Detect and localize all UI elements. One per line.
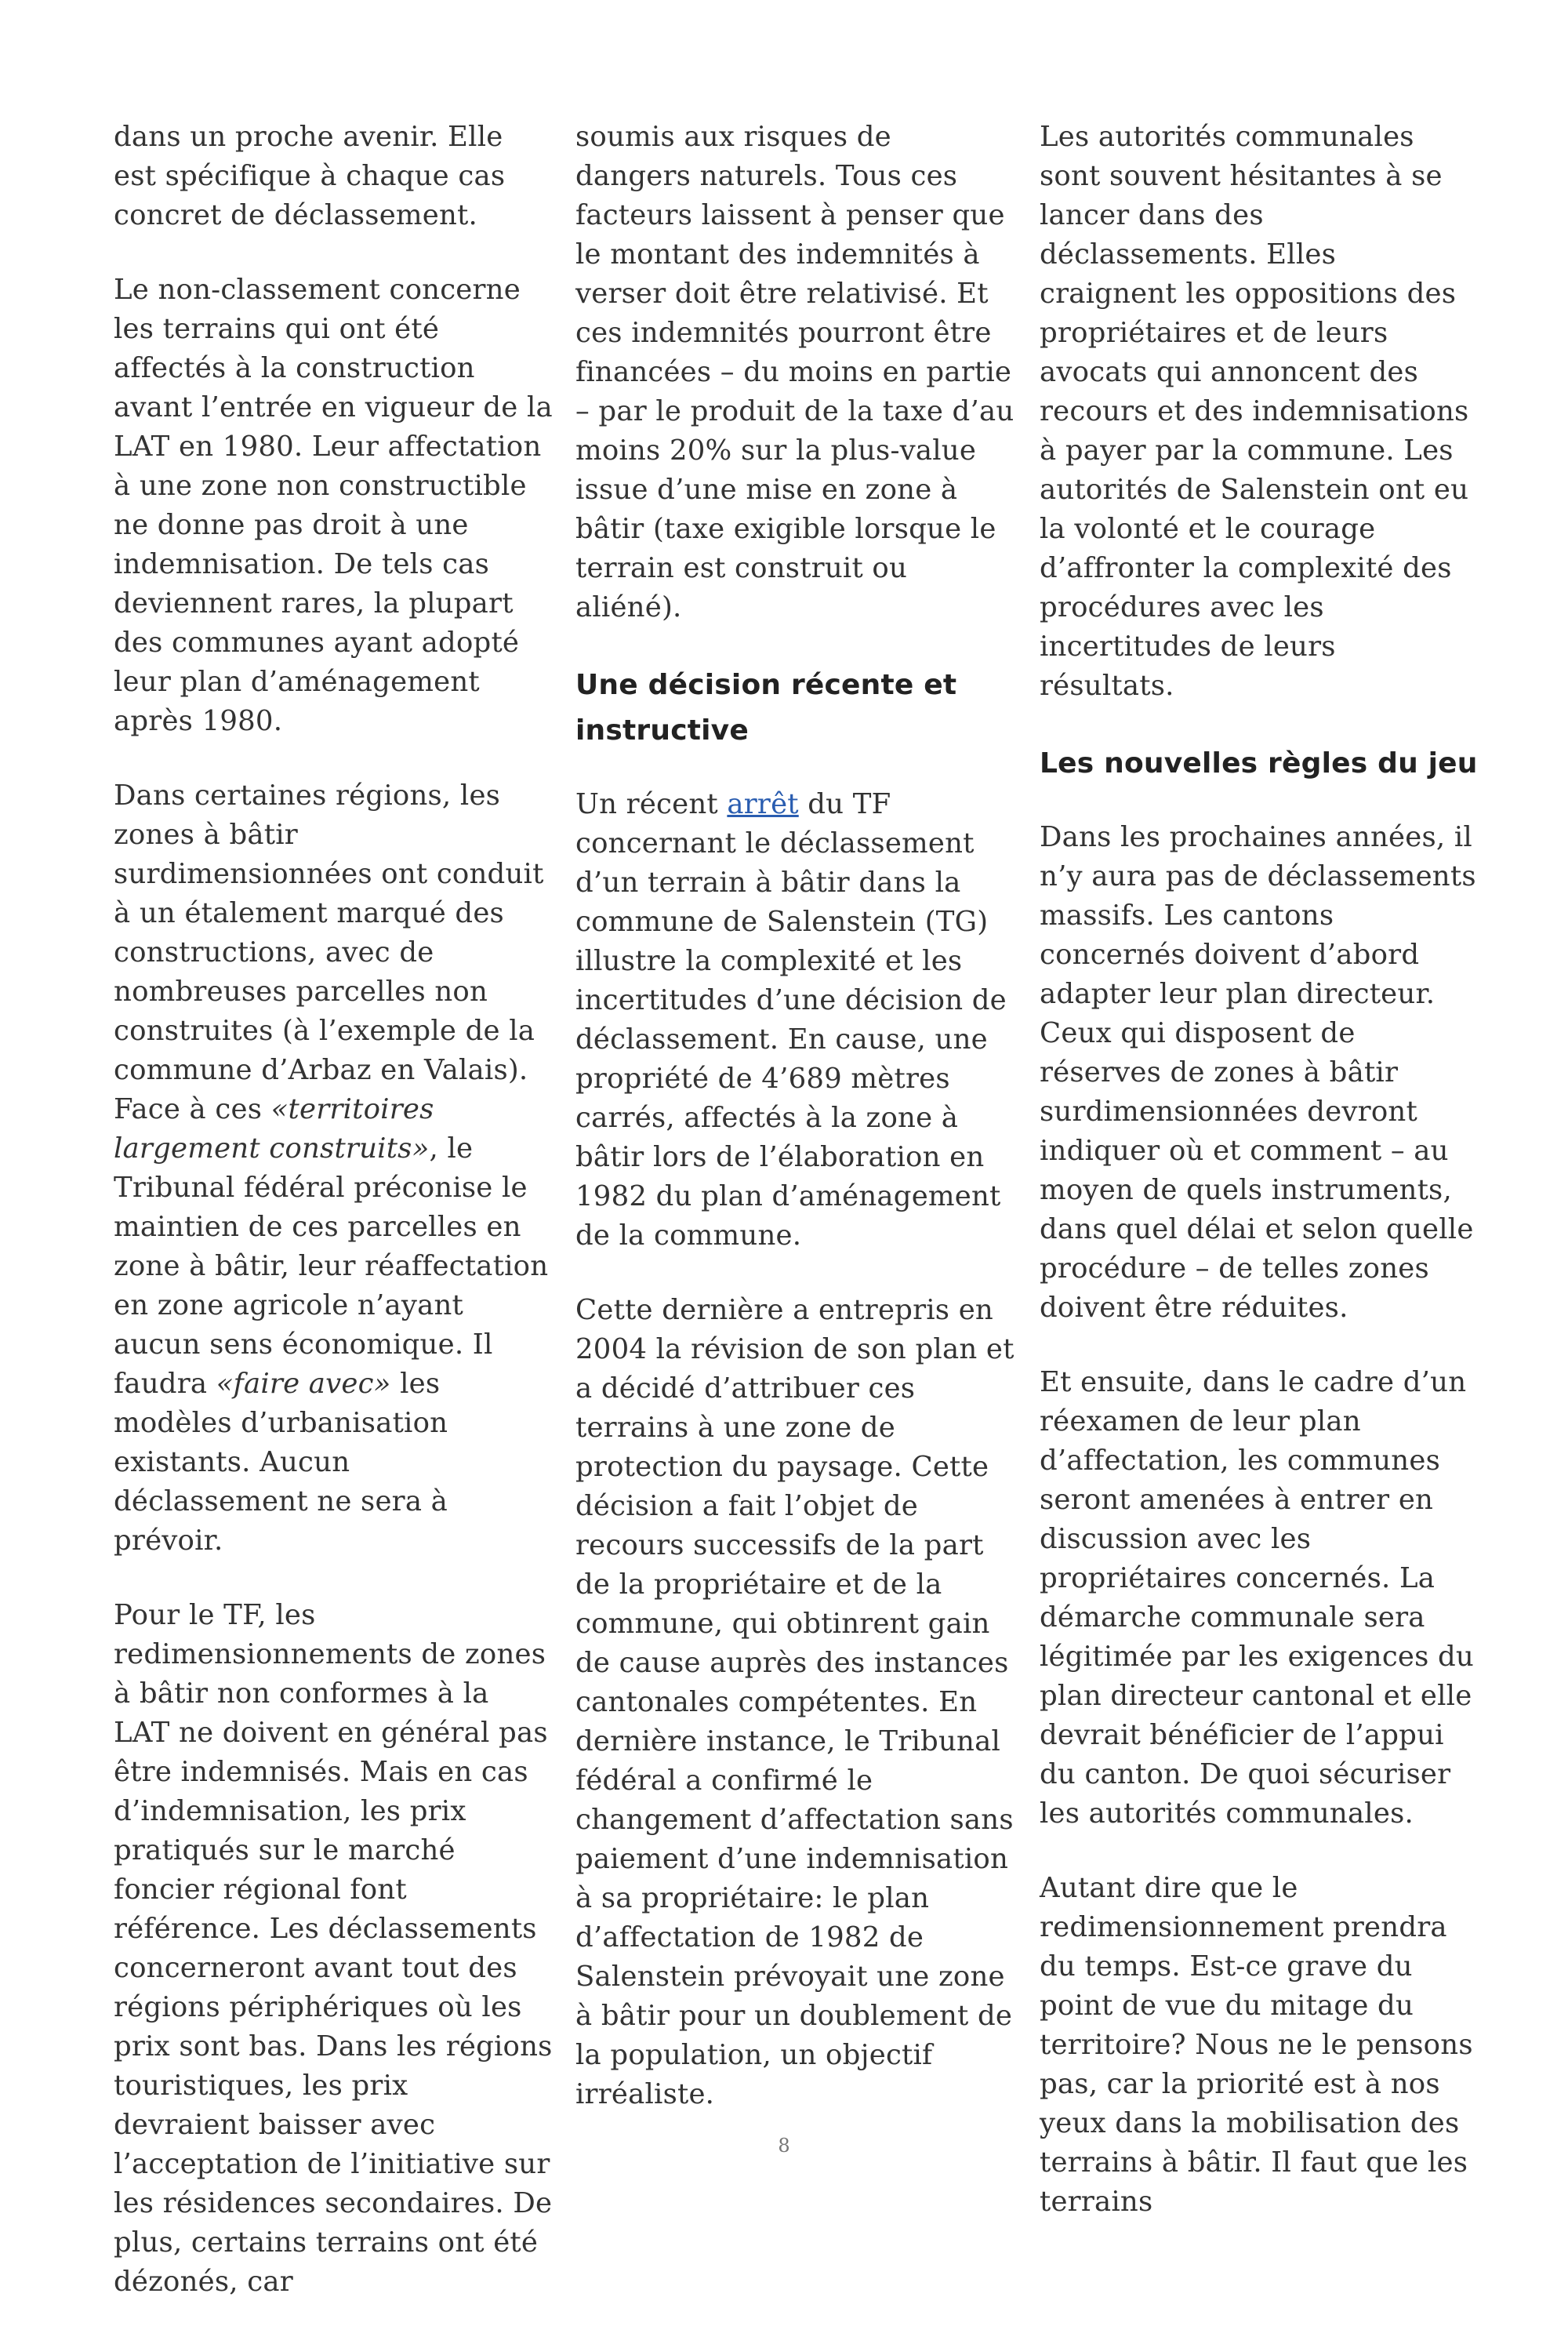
text-segment: Dans certaines régions, les zones à bâtir surdimensionnées ont conduit à un étalement marqué des constructions, avec de nombreuses parcelles non construites (à l’exemple de la commune d’Arbaz en Valais). Face à ces (114, 780, 544, 1125)
paragraph: Autant dire que le redimensionnement prendra du temps. Est-ce grave du point de vue du mitage du territoire? Nous ne le pensons pas, car la priorité est à nos yeux dans la mobilisation des terrains à bâtir. Il faut que les terrains (1040, 1872, 1473, 2218)
column-1 (114, 118, 553, 2337)
paragraph: Dans les prochaines années, il n’y aura pas de déclassements massifs. Les cantons concernés doivent d’abord adapter leur plan directeur. Ceux qui disposent de réserves de zones à bâtir surdimensionnées devront indiquer où et comment – au moyen de quels instruments, dans quel délai et selon quelle procédure – de telles zones doivent être réduites. (1040, 821, 1476, 1324)
text-segment: , le Tribunal fédéral préconise le maintien de ces parcelles en zone à bâtir, leur réaffectation en zone agricole n’ayant aucun sens économique. Il faudra (114, 1132, 549, 1400)
column-3 (1040, 118, 1479, 2257)
page-number: 8 (778, 2135, 790, 2157)
section-heading: Les nouvelles règles du jeu (1040, 747, 1478, 780)
paragraph: Les autorités communales sont souvent hésitantes à se lancer dans des déclassements. Elles craignent les oppositions des propriétaires et de leurs avocats qui annoncent des recours et des indemnisations à payer par la commune. Les autorités de Salenstein ont eu la volonté et le courage d’affronter la complexité des procédures avec les incertitudes de leurs résultats. (1040, 121, 1469, 702)
paragraph (575, 785, 1014, 1256)
quote-faire-avec: «faire avec» (216, 1368, 391, 1400)
paragraph: Pour le TF, les redimensionnements de zones à bâtir non conformes à la LAT ne doivent en général pas être indemnisés. Mais en cas d’indemnisation, les prix pratiqués sur le marché foncier régional font référence. Les déclassements concerneront avant tout des régions périphériques où les prix sont bas. Dans les régions touristiques, les prix devraient baisser avec l’acceptation de l’initiative sur les résidences secondaires. De plus, certains terrains ont été dézonés, car (114, 1599, 553, 2298)
paragraph: Cette dernière a entrepris en 2004 la révision de son plan et a décidé d’attribuer ces terrains à une zone de protection du paysage. Cette décision a fait l’objet de recours successifs de la part de la propriétaire et de la commune, qui obtinrent gain de cause auprès des instances cantonales compétentes. En dernière instance, le Tribunal fédéral a confirmé le changement d’affectation sans paiement d’une indemnisation à sa propriétaire: le plan d’affectation de 1982 de Salenstein prévoyait une zone à bâtir pour un doublement de la population, un objectif irréaliste. (575, 1294, 1014, 2110)
text-segment: du TF concernant le déclassement d’un terrain à bâtir dans la commune de Salenstein (TG) illustre la complexité et les incertitudes d’une décision de déclassement. En cause, une propriété de 4’689 mètres carrés, affectés à la zone à bâtir lors de l’élaboration en 1982 du plan d’aménagement de la commune. (575, 788, 1007, 1252)
paragraph: Le non-classement concerne les terrains qui ont été affectés à la construction avant l’entrée en vigueur de la LAT en 1980. Leur affectation à une zone non constructible ne donne pas droit à une indemnisation. De tels cas deviennent rares, la plupart des communes ayant adopté leur plan d’aménagement après 1980. (114, 274, 553, 737)
paragraph: Et ensuite, dans le cadre d’un réexamen de leur plan d’affectation, les communes seront amenées à entrer en discussion avec les propriétaires concernés. La démarche communale sera légitimée par les exigences du plan directeur cantonal et elle devrait bénéficier de l’appui du canton. De quoi sécuriser les autorités communales. (1040, 1366, 1474, 1830)
paragraph: dans un proche avenir. Elle est spécifique à chaque cas concret de déclassement. (114, 121, 506, 231)
column-2 (575, 118, 1014, 2150)
section-heading: Une décision récente et instructive (575, 669, 957, 747)
quote-territoires: «territoires largement construits» (114, 1093, 434, 1165)
arret-link[interactable]: arrêt (727, 788, 799, 820)
paragraph (114, 776, 553, 1561)
text-segment: Un récent (575, 788, 728, 820)
paragraph: soumis aux risques de dangers naturels. Tous ces facteurs laissent à penser que le montant des indemnités à verser doit être relativisé. Et ces indemnités pourront être financées – du moins en partie – par le produit de la taxe d’au moins 20% sur la plus-value issue d’une mise en zone à bâtir (taxe exigible lorsque le terrain est construit ou aliéné). (575, 121, 1014, 623)
text-segment: les modèles d’urbanisation existants. Aucun déclassement ne sera à prévoir. (114, 1368, 448, 1557)
